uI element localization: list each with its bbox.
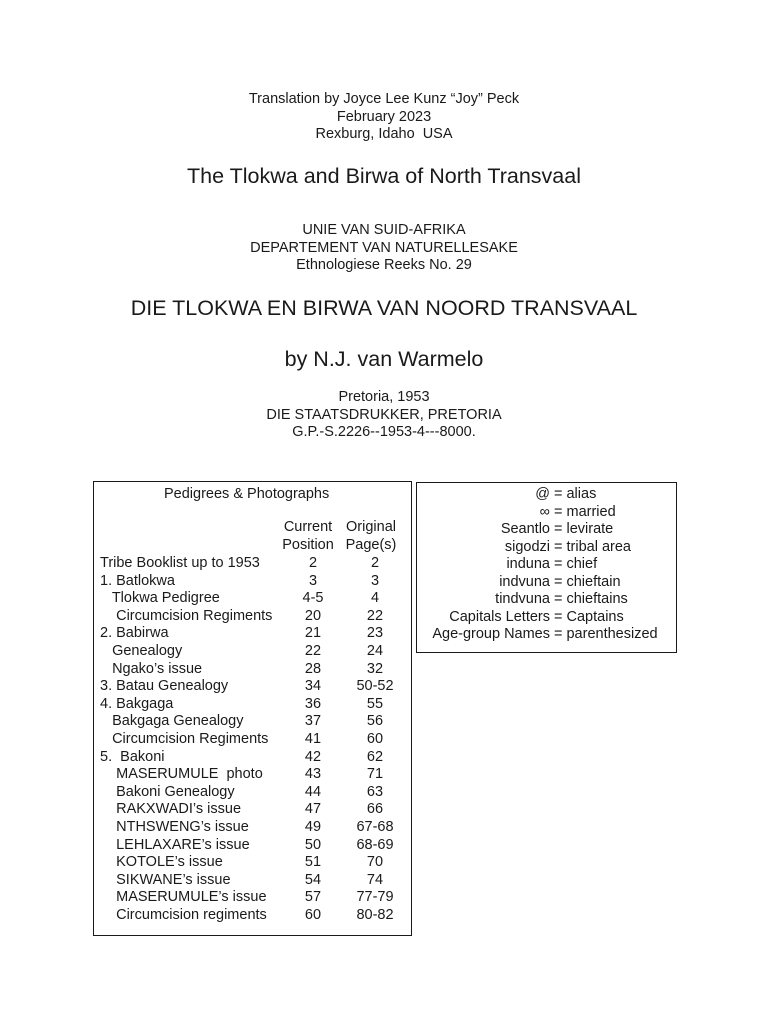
row-original-pages: 32 bbox=[366, 660, 384, 677]
table-row bbox=[100, 749, 411, 767]
row-original-pages: 3 bbox=[370, 572, 380, 589]
table-row bbox=[100, 590, 411, 608]
row-original-pages: 68-69 bbox=[356, 836, 394, 853]
row-original-pages: 60 bbox=[366, 730, 384, 747]
row-current-position: 2 bbox=[308, 555, 318, 571]
legend-item bbox=[417, 539, 676, 557]
row-current-position: 28 bbox=[304, 660, 322, 677]
legend-term: sigodzi bbox=[504, 538, 550, 555]
legend-term: tindvuna bbox=[495, 591, 550, 607]
row-original-pages: 62 bbox=[366, 748, 384, 765]
row-label: Tlokwa Pedigree bbox=[100, 590, 220, 607]
print-code: G.P.-S.2226--1953-4---8000. bbox=[292, 424, 476, 440]
row-label: NTHSWENG’s issue bbox=[100, 818, 249, 835]
row-current-position: 49 bbox=[304, 818, 322, 835]
table-row bbox=[100, 731, 411, 749]
row-current-position: 3 bbox=[308, 572, 318, 589]
legend-rows bbox=[417, 486, 676, 644]
current-header-line-1: Current bbox=[283, 519, 333, 535]
table-row bbox=[100, 889, 411, 907]
legend-term: @ bbox=[535, 486, 550, 502]
english-title: The Tlokwa and Birwa of North Transvaal bbox=[187, 164, 581, 188]
row-current-position: 37 bbox=[304, 713, 322, 730]
row-current-position: 54 bbox=[304, 871, 322, 888]
row-original-pages: 2 bbox=[370, 555, 380, 571]
current-position-header bbox=[276, 519, 340, 554]
row-current-position: 44 bbox=[304, 783, 322, 800]
row-label: Circumcision regiments bbox=[100, 906, 267, 923]
legend-definition: = alias bbox=[554, 486, 597, 502]
legend-definition: = chieftain bbox=[554, 573, 621, 590]
row-current-position: 4-5 bbox=[302, 590, 324, 607]
row-label: RAKXWADI’s issue bbox=[100, 801, 242, 818]
row-label: MASERUMULE photo bbox=[100, 766, 263, 783]
original-header-line-1: Original bbox=[346, 519, 396, 535]
publisher-series: Ethnologiese Reeks No. 29 bbox=[296, 257, 472, 273]
pedigrees-rows bbox=[100, 555, 411, 924]
translator-line: Translation by Joyce Lee Kunz “Joy” Peck bbox=[248, 91, 520, 107]
table-row bbox=[100, 608, 411, 626]
legend-term: induna bbox=[506, 556, 550, 572]
author-line: by N.J. van Warmelo bbox=[284, 347, 484, 371]
row-label: KOTOLE’s issue bbox=[100, 854, 223, 871]
table-row bbox=[100, 713, 411, 731]
legend-definition: = married bbox=[554, 503, 616, 520]
printing-place-year: Pretoria, 1953 bbox=[338, 389, 430, 405]
row-original-pages: 71 bbox=[366, 766, 384, 783]
legend-item bbox=[417, 521, 676, 539]
row-current-position: 57 bbox=[304, 889, 322, 906]
row-label: SIKWANE’s issue bbox=[100, 871, 231, 888]
row-label: Bakoni Genealogy bbox=[100, 783, 235, 800]
row-original-pages: 70 bbox=[366, 854, 384, 871]
row-label: 2. Babirwa bbox=[100, 625, 169, 642]
current-header-line-2: Position bbox=[282, 536, 334, 553]
legend-definition: = chieftains bbox=[554, 591, 628, 607]
row-current-position: 21 bbox=[304, 625, 322, 642]
row-label: LEHLAXARE’s issue bbox=[100, 836, 250, 853]
table-row bbox=[100, 907, 411, 925]
row-current-position: 43 bbox=[304, 766, 322, 783]
table-row bbox=[100, 696, 411, 714]
legend-term: indvuna bbox=[499, 573, 550, 590]
table-row bbox=[100, 678, 411, 696]
row-label: Ngako’s issue bbox=[100, 660, 203, 677]
row-label: 5. Bakoni bbox=[100, 748, 165, 765]
pedigrees-table bbox=[93, 481, 412, 936]
row-original-pages: 22 bbox=[366, 607, 384, 624]
legend-item bbox=[417, 486, 676, 504]
translation-date: February 2023 bbox=[336, 108, 432, 125]
table-row bbox=[100, 837, 411, 855]
legend-term: Age-group Names bbox=[432, 626, 550, 642]
table-row bbox=[100, 625, 411, 643]
table-row bbox=[100, 801, 411, 819]
original-title: DIE TLOKWA EN BIRWA VAN NOORD TRANSVAAL bbox=[130, 296, 638, 320]
legend-definition: = chief bbox=[554, 556, 598, 572]
row-current-position: 20 bbox=[304, 607, 322, 624]
row-original-pages: 67-68 bbox=[356, 818, 394, 835]
row-label: 1. Batlokwa bbox=[100, 572, 175, 589]
table-row bbox=[100, 784, 411, 802]
legend-item bbox=[417, 504, 676, 522]
table-row bbox=[100, 766, 411, 784]
row-label: Circumcision Regiments bbox=[100, 730, 269, 747]
row-label: Tribe Booklist up to 1953 bbox=[100, 555, 260, 571]
row-label: MASERUMULE’s issue bbox=[100, 889, 267, 906]
legend-item bbox=[417, 609, 676, 627]
table-row bbox=[100, 661, 411, 679]
glossary-legend bbox=[416, 482, 677, 653]
original-pages-header bbox=[341, 519, 401, 554]
row-original-pages: 66 bbox=[366, 801, 384, 818]
row-label: Bakgaga Genealogy bbox=[100, 713, 244, 730]
row-original-pages: 50-52 bbox=[356, 678, 394, 695]
translation-place: Rexburg, Idaho USA bbox=[315, 126, 453, 142]
publisher-block bbox=[0, 222, 768, 275]
table-row bbox=[100, 643, 411, 661]
publisher-country: UNIE VAN SUID-AFRIKA bbox=[302, 222, 466, 238]
row-current-position: 51 bbox=[304, 854, 322, 871]
legend-definition: = tribal area bbox=[554, 538, 631, 555]
row-current-position: 22 bbox=[304, 642, 322, 659]
row-original-pages: 80-82 bbox=[356, 906, 394, 923]
row-current-position: 47 bbox=[304, 801, 322, 818]
row-label: Genealogy bbox=[100, 642, 183, 659]
legend-term: Capitals Letters bbox=[449, 608, 550, 625]
row-original-pages: 74 bbox=[366, 871, 384, 888]
legend-term: Seantlo bbox=[500, 521, 550, 537]
legend-definition: = parenthesized bbox=[554, 626, 658, 642]
row-current-position: 41 bbox=[304, 730, 322, 747]
table-row bbox=[100, 854, 411, 872]
row-current-position: 60 bbox=[304, 906, 322, 923]
legend-item bbox=[417, 574, 676, 592]
row-original-pages: 63 bbox=[366, 783, 384, 800]
table-row bbox=[100, 819, 411, 837]
table-row bbox=[100, 555, 411, 573]
row-current-position: 34 bbox=[304, 678, 322, 695]
publisher-department: DEPARTEMENT VAN NATURELLESAKE bbox=[250, 239, 518, 256]
legend-item bbox=[417, 591, 676, 609]
translation-credits bbox=[0, 91, 768, 144]
row-label: 3. Batau Genealogy bbox=[100, 678, 229, 695]
printing-info bbox=[0, 389, 768, 442]
legend-definition: = Captains bbox=[554, 608, 624, 625]
row-current-position: 42 bbox=[304, 748, 322, 765]
table-row bbox=[100, 872, 411, 890]
legend-definition: = levirate bbox=[554, 521, 614, 537]
row-original-pages: 23 bbox=[366, 625, 384, 642]
row-original-pages: 55 bbox=[366, 695, 384, 712]
row-label: Circumcision Regiments bbox=[100, 607, 273, 624]
printer-name: DIE STAATSDRUKKER, PRETORIA bbox=[266, 406, 502, 423]
row-label: 4. Bakgaga bbox=[100, 695, 174, 712]
legend-item bbox=[417, 556, 676, 574]
row-original-pages: 77-79 bbox=[356, 889, 394, 906]
row-original-pages: 24 bbox=[366, 642, 384, 659]
pedigrees-heading: Pedigrees & Photographs bbox=[164, 486, 330, 502]
row-current-position: 50 bbox=[304, 836, 322, 853]
table-row bbox=[100, 573, 411, 591]
legend-term: ∞ bbox=[539, 503, 550, 520]
legend-item bbox=[417, 626, 676, 644]
row-current-position: 36 bbox=[304, 695, 322, 712]
row-original-pages: 56 bbox=[366, 713, 384, 730]
row-original-pages: 4 bbox=[370, 590, 380, 607]
original-header-line-2: Page(s) bbox=[345, 536, 397, 553]
